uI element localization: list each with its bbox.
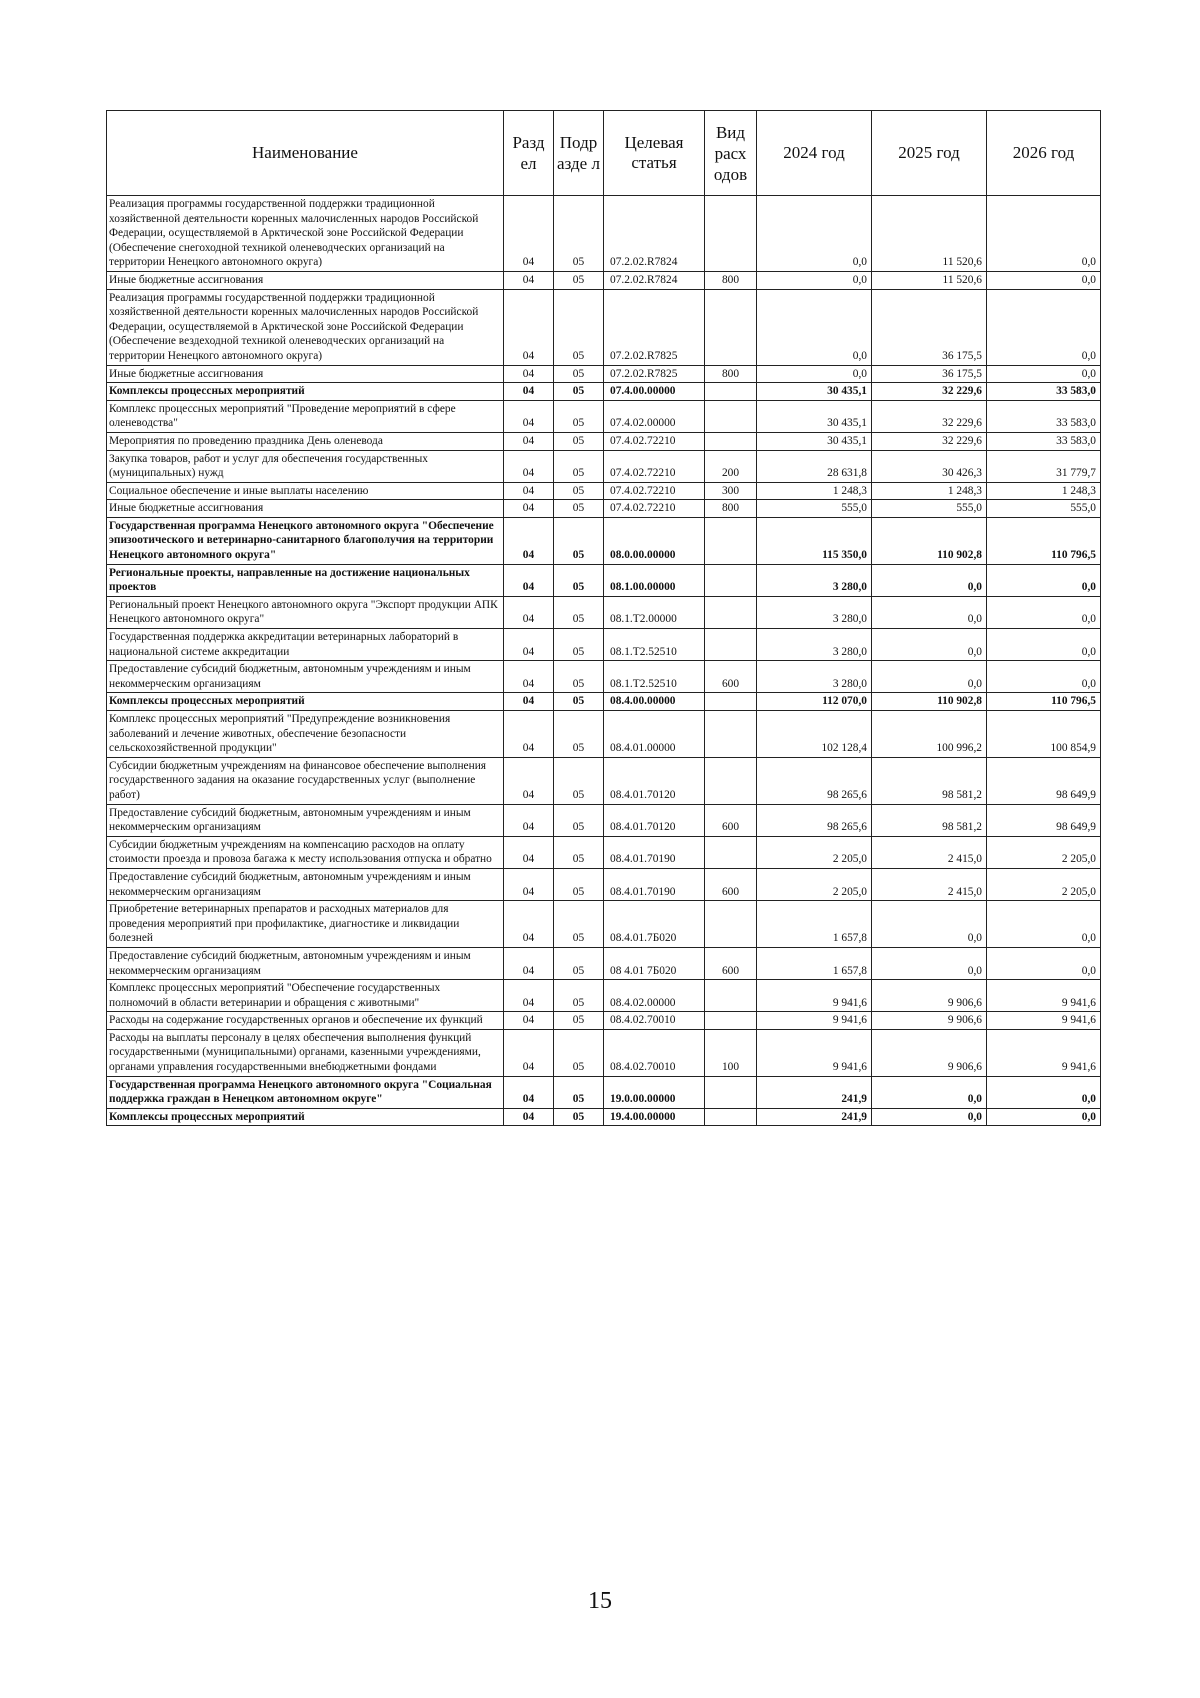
table-row (107, 661, 1101, 693)
row-section: 04 (504, 500, 554, 518)
row-section: 04 (504, 1076, 554, 1108)
row-value-2026: 0,0 (987, 196, 1101, 272)
row-target-article: 08.1.00.00000 (604, 564, 705, 596)
row-name: Субсидии бюджетным учреждениям на финансовое обеспечение выполнения государственного задания на оказание государственных услуг (выполнение работ) (107, 757, 504, 804)
row-name: Закупка товаров, работ и услуг для обеспечения государственных (муниципальных) нужд (107, 450, 504, 482)
row-expense-type (705, 432, 757, 450)
row-section: 04 (504, 1108, 554, 1126)
table-row (107, 289, 1101, 365)
row-target-article: 08.4.01.7Б020 (604, 901, 705, 948)
row-subsection: 05 (554, 196, 604, 272)
row-subsection: 05 (554, 868, 604, 900)
row-expense-type (705, 1012, 757, 1030)
row-value-2024: 2 205,0 (757, 868, 872, 900)
row-value-2025: 36 175,5 (872, 289, 987, 365)
row-value-2024: 0,0 (757, 271, 872, 289)
row-expense-type (705, 564, 757, 596)
row-value-2024: 102 128,4 (757, 711, 872, 758)
row-section: 04 (504, 804, 554, 836)
header-expense-type: Вид расх одов (705, 111, 757, 196)
row-expense-type (705, 1076, 757, 1108)
row-expense-type (705, 196, 757, 272)
row-target-article: 07.4.02.72210 (604, 450, 705, 482)
table-row (107, 196, 1101, 272)
page-number: 15 (588, 1588, 612, 1614)
row-name: Мероприятия по проведению праздника День оленевода (107, 432, 504, 450)
row-name: Расходы на выплаты персоналу в целях обеспечения выполнения функций государственными (муниципальными) органами, казенными учреждениями, органами управления государственными внебюджетными фондами (107, 1029, 504, 1076)
row-expense-type: 600 (705, 868, 757, 900)
row-section: 04 (504, 271, 554, 289)
row-name: Иные бюджетные ассигнования (107, 365, 504, 383)
row-value-2026: 9 941,6 (987, 980, 1101, 1012)
row-subsection: 05 (554, 383, 604, 401)
row-value-2025: 0,0 (872, 947, 987, 979)
row-subsection: 05 (554, 1012, 604, 1030)
row-target-article: 08.4.01.70190 (604, 836, 705, 868)
row-name: Комплексы процессных мероприятий (107, 383, 504, 401)
row-name: Комплекс процессных мероприятий "Предупреждение возникновения заболеваний и лечение животных, обеспечение безопасности сельскохозяйственной продукции" (107, 711, 504, 758)
row-value-2024: 1 657,8 (757, 901, 872, 948)
row-value-2025: 98 581,2 (872, 757, 987, 804)
row-expense-type: 800 (705, 365, 757, 383)
row-section: 04 (504, 1012, 554, 1030)
row-expense-type: 800 (705, 500, 757, 518)
row-target-article: 07.2.02.R7825 (604, 289, 705, 365)
row-value-2026: 0,0 (987, 1108, 1101, 1126)
table-row (107, 1108, 1101, 1126)
row-name: Государственная программа Ненецкого автономного округа "Обеспечение эпизоотического и ветеринарно-санитарного благополучия на территории Ненецкого автономного округа" (107, 517, 504, 564)
row-name: Комплекс процессных мероприятий "Проведение мероприятий в сфере оленеводства" (107, 400, 504, 432)
budget-table (106, 110, 1101, 1126)
row-target-article: 08.4.01.00000 (604, 711, 705, 758)
row-section: 04 (504, 693, 554, 711)
row-name: Предоставление субсидий бюджетным, автономным учреждениям и иным некоммерческим организациям (107, 661, 504, 693)
row-value-2024: 0,0 (757, 365, 872, 383)
row-value-2024: 28 631,8 (757, 450, 872, 482)
row-value-2026: 0,0 (987, 629, 1101, 661)
row-name: Реализация программы государственной поддержки традиционной хозяйственной деятельности коренных малочисленных народов Российской Федерации, осуществляемой в Арктической зоне Российской Федерации (Обеспечение снегоходной техникой оленеводческих организаций на территории Ненецкого автономного округа) (107, 196, 504, 272)
row-expense-type (705, 596, 757, 628)
row-value-2025: 2 415,0 (872, 836, 987, 868)
row-value-2026: 2 205,0 (987, 868, 1101, 900)
row-target-article: 08.4.02.00000 (604, 980, 705, 1012)
table-row (107, 629, 1101, 661)
row-expense-type (705, 711, 757, 758)
header-section: Разд ел (504, 111, 554, 196)
table-row (107, 517, 1101, 564)
row-value-2025: 100 996,2 (872, 711, 987, 758)
row-section: 04 (504, 400, 554, 432)
row-target-article: 08.4.02.70010 (604, 1012, 705, 1030)
row-section: 04 (504, 901, 554, 948)
row-target-article: 08.4.00.00000 (604, 693, 705, 711)
table-row (107, 947, 1101, 979)
row-value-2025: 1 248,3 (872, 482, 987, 500)
table-row (107, 400, 1101, 432)
row-value-2026: 100 854,9 (987, 711, 1101, 758)
row-value-2025: 32 229,6 (872, 432, 987, 450)
row-subsection: 05 (554, 365, 604, 383)
row-subsection: 05 (554, 836, 604, 868)
table-row (107, 1012, 1101, 1030)
row-expense-type: 100 (705, 1029, 757, 1076)
row-subsection: 05 (554, 804, 604, 836)
row-value-2025: 0,0 (872, 596, 987, 628)
row-value-2026: 31 779,7 (987, 450, 1101, 482)
header-target-article: Целевая статья (604, 111, 705, 196)
row-section: 04 (504, 868, 554, 900)
row-value-2026: 0,0 (987, 289, 1101, 365)
row-subsection: 05 (554, 693, 604, 711)
row-value-2026: 0,0 (987, 271, 1101, 289)
row-subsection: 05 (554, 1108, 604, 1126)
row-expense-type (705, 836, 757, 868)
row-value-2025: 0,0 (872, 661, 987, 693)
row-subsection: 05 (554, 289, 604, 365)
row-value-2026: 98 649,9 (987, 804, 1101, 836)
row-value-2024: 241,9 (757, 1076, 872, 1108)
row-subsection: 05 (554, 947, 604, 979)
row-section: 04 (504, 517, 554, 564)
row-value-2026: 0,0 (987, 947, 1101, 979)
row-value-2026: 33 583,0 (987, 400, 1101, 432)
table-row (107, 564, 1101, 596)
row-value-2024: 3 280,0 (757, 629, 872, 661)
row-expense-type: 800 (705, 271, 757, 289)
row-value-2025: 9 906,6 (872, 1029, 987, 1076)
row-target-article: 07.4.02.72210 (604, 432, 705, 450)
row-section: 04 (504, 383, 554, 401)
row-subsection: 05 (554, 400, 604, 432)
row-target-article: 19.0.00.00000 (604, 1076, 705, 1108)
row-value-2026: 9 941,6 (987, 1029, 1101, 1076)
row-expense-type (705, 383, 757, 401)
row-value-2026: 9 941,6 (987, 1012, 1101, 1030)
row-value-2025: 110 902,8 (872, 693, 987, 711)
row-subsection: 05 (554, 450, 604, 482)
row-value-2025: 30 426,3 (872, 450, 987, 482)
row-section: 04 (504, 450, 554, 482)
row-name: Предоставление субсидий бюджетным, автономным учреждениям и иным некоммерческим организациям (107, 947, 504, 979)
row-target-article: 07.2.02.R7825 (604, 365, 705, 383)
row-value-2024: 3 280,0 (757, 661, 872, 693)
row-value-2024: 112 070,0 (757, 693, 872, 711)
row-value-2024: 3 280,0 (757, 564, 872, 596)
row-name: Региональный проект Ненецкого автономного округа "Экспорт продукции АПК Ненецкого автономного округа" (107, 596, 504, 628)
table-row (107, 804, 1101, 836)
row-value-2024: 98 265,6 (757, 757, 872, 804)
table-header-row (107, 111, 1101, 196)
header-year-2024: 2024 год (757, 111, 872, 196)
row-target-article: 07.4.02.00000 (604, 400, 705, 432)
row-value-2026: 2 205,0 (987, 836, 1101, 868)
header-year-2025: 2025 год (872, 111, 987, 196)
table-row (107, 693, 1101, 711)
row-value-2024: 30 435,1 (757, 383, 872, 401)
row-section: 04 (504, 629, 554, 661)
row-value-2026: 555,0 (987, 500, 1101, 518)
row-value-2026: 98 649,9 (987, 757, 1101, 804)
row-expense-type (705, 693, 757, 711)
row-name: Иные бюджетные ассигнования (107, 271, 504, 289)
row-value-2025: 9 906,6 (872, 980, 987, 1012)
row-subsection: 05 (554, 432, 604, 450)
row-section: 04 (504, 947, 554, 979)
row-value-2025: 32 229,6 (872, 383, 987, 401)
row-target-article: 19.4.00.00000 (604, 1108, 705, 1126)
row-value-2026: 33 583,0 (987, 432, 1101, 450)
row-target-article: 08.4.01.70190 (604, 868, 705, 900)
row-target-article: 08.0.00.00000 (604, 517, 705, 564)
row-value-2026: 110 796,5 (987, 517, 1101, 564)
row-value-2025: 36 175,5 (872, 365, 987, 383)
row-target-article: 08.1.Т2.52510 (604, 661, 705, 693)
table-row (107, 836, 1101, 868)
row-name: Субсидии бюджетным учреждениям на компенсацию расходов на оплату стоимости проезда и провоза багажа к месту использования отпуска и обратно (107, 836, 504, 868)
row-value-2024: 30 435,1 (757, 400, 872, 432)
row-value-2024: 241,9 (757, 1108, 872, 1126)
table-row (107, 365, 1101, 383)
row-section: 04 (504, 432, 554, 450)
row-value-2025: 110 902,8 (872, 517, 987, 564)
row-value-2024: 115 350,0 (757, 517, 872, 564)
row-section: 04 (504, 365, 554, 383)
row-subsection: 05 (554, 482, 604, 500)
row-value-2026: 110 796,5 (987, 693, 1101, 711)
row-subsection: 05 (554, 1076, 604, 1108)
row-expense-type: 600 (705, 804, 757, 836)
row-subsection: 05 (554, 757, 604, 804)
row-target-article: 07.4.00.00000 (604, 383, 705, 401)
table-row (107, 868, 1101, 900)
row-expense-type (705, 289, 757, 365)
table-row (107, 271, 1101, 289)
row-value-2025: 11 520,6 (872, 196, 987, 272)
header-name: Наименование (107, 111, 504, 196)
row-subsection: 05 (554, 711, 604, 758)
row-value-2025: 0,0 (872, 564, 987, 596)
row-name: Реализация программы государственной поддержки традиционной хозяйственной деятельности коренных малочисленных народов Российской Федерации, осуществляемой в Арктической зоне Российской Федерации (Обеспечение вездеходной техникой оленеводческих организаций на территории Ненецкого автономного округа) (107, 289, 504, 365)
row-value-2024: 0,0 (757, 289, 872, 365)
row-value-2024: 3 280,0 (757, 596, 872, 628)
table-body (107, 196, 1101, 1126)
row-name: Комплексы процессных мероприятий (107, 693, 504, 711)
row-section: 04 (504, 196, 554, 272)
row-section: 04 (504, 980, 554, 1012)
row-name: Комплекс процессных мероприятий "Обеспечение государственных полномочий в области ветеринарии и обращения с животными" (107, 980, 504, 1012)
table-row (107, 500, 1101, 518)
row-name: Иные бюджетные ассигнования (107, 500, 504, 518)
row-section: 04 (504, 289, 554, 365)
row-section: 04 (504, 836, 554, 868)
row-name: Региональные проекты, направленные на достижение национальных проектов (107, 564, 504, 596)
row-value-2025: 11 520,6 (872, 271, 987, 289)
row-value-2024: 98 265,6 (757, 804, 872, 836)
row-subsection: 05 (554, 564, 604, 596)
row-target-article: 07.4.02.72210 (604, 500, 705, 518)
row-subsection: 05 (554, 596, 604, 628)
row-target-article: 08.4.02.70010 (604, 1029, 705, 1076)
row-target-article: 07.2.02.R7824 (604, 196, 705, 272)
table-row (107, 432, 1101, 450)
row-value-2024: 9 941,6 (757, 980, 872, 1012)
row-expense-type: 600 (705, 947, 757, 979)
row-section: 04 (504, 757, 554, 804)
header-year-2026: 2026 год (987, 111, 1101, 196)
row-section: 04 (504, 661, 554, 693)
row-expense-type (705, 901, 757, 948)
row-name: Предоставление субсидий бюджетным, автономным учреждениям и иным некоммерческим организациям (107, 868, 504, 900)
row-subsection: 05 (554, 980, 604, 1012)
row-target-article: 08.1.Т2.00000 (604, 596, 705, 628)
row-value-2026: 0,0 (987, 365, 1101, 383)
row-value-2026: 0,0 (987, 1076, 1101, 1108)
row-value-2025: 0,0 (872, 629, 987, 661)
row-expense-type (705, 400, 757, 432)
row-value-2024: 9 941,6 (757, 1012, 872, 1030)
row-section: 04 (504, 564, 554, 596)
row-section: 04 (504, 1029, 554, 1076)
row-value-2024: 9 941,6 (757, 1029, 872, 1076)
table-row (107, 1029, 1101, 1076)
row-target-article: 07.2.02.R7824 (604, 271, 705, 289)
row-target-article: 08.1.Т2.52510 (604, 629, 705, 661)
row-value-2025: 32 229,6 (872, 400, 987, 432)
row-subsection: 05 (554, 661, 604, 693)
row-target-article: 07.4.02.72210 (604, 482, 705, 500)
row-section: 04 (504, 711, 554, 758)
row-expense-type (705, 1108, 757, 1126)
row-value-2025: 2 415,0 (872, 868, 987, 900)
row-target-article: 08 4.01 7Б020 (604, 947, 705, 979)
row-value-2026: 0,0 (987, 661, 1101, 693)
row-target-article: 08.4.01.70120 (604, 757, 705, 804)
row-name: Комплексы процессных мероприятий (107, 1108, 504, 1126)
row-name: Государственная поддержка аккредитации ветеринарных лабораторий в национальной системе аккредитации (107, 629, 504, 661)
row-value-2025: 0,0 (872, 1108, 987, 1126)
row-subsection: 05 (554, 1029, 604, 1076)
row-expense-type: 200 (705, 450, 757, 482)
row-value-2026: 0,0 (987, 596, 1101, 628)
row-subsection: 05 (554, 500, 604, 518)
row-expense-type (705, 517, 757, 564)
row-expense-type (705, 629, 757, 661)
table-row (107, 596, 1101, 628)
row-value-2025: 0,0 (872, 901, 987, 948)
row-value-2025: 0,0 (872, 1076, 987, 1108)
row-section: 04 (504, 482, 554, 500)
row-subsection: 05 (554, 517, 604, 564)
row-target-article: 08.4.01.70120 (604, 804, 705, 836)
row-value-2024: 1 657,8 (757, 947, 872, 979)
row-value-2024: 555,0 (757, 500, 872, 518)
table-row (107, 450, 1101, 482)
row-expense-type (705, 757, 757, 804)
row-value-2025: 9 906,6 (872, 1012, 987, 1030)
row-section: 04 (504, 596, 554, 628)
row-value-2026: 0,0 (987, 564, 1101, 596)
row-expense-type: 300 (705, 482, 757, 500)
table-row (107, 980, 1101, 1012)
row-expense-type: 600 (705, 661, 757, 693)
row-name: Приобретение ветеринарных препаратов и расходных материалов для проведения мероприятий при профилактике, диагностике и ликвидации болезней (107, 901, 504, 948)
header-subsection: Подр азде л (554, 111, 604, 196)
row-subsection: 05 (554, 629, 604, 661)
row-subsection: 05 (554, 901, 604, 948)
table-row (107, 757, 1101, 804)
row-name: Социальное обеспечение и иные выплаты населению (107, 482, 504, 500)
row-value-2024: 30 435,1 (757, 432, 872, 450)
row-value-2024: 0,0 (757, 196, 872, 272)
row-value-2026: 1 248,3 (987, 482, 1101, 500)
row-name: Расходы на содержание государственных органов и обеспечение их функций (107, 1012, 504, 1030)
row-value-2024: 1 248,3 (757, 482, 872, 500)
table-row (107, 711, 1101, 758)
row-value-2024: 2 205,0 (757, 836, 872, 868)
row-name: Предоставление субсидий бюджетным, автономным учреждениям и иным некоммерческим организациям (107, 804, 504, 836)
row-value-2025: 98 581,2 (872, 804, 987, 836)
row-expense-type (705, 980, 757, 1012)
table-row (107, 1076, 1101, 1108)
row-value-2026: 0,0 (987, 901, 1101, 948)
table-row (107, 901, 1101, 948)
row-value-2026: 33 583,0 (987, 383, 1101, 401)
row-value-2025: 555,0 (872, 500, 987, 518)
row-name: Государственная программа Ненецкого автономного округа "Социальная поддержка граждан в Ненецком автономном округе" (107, 1076, 504, 1108)
row-subsection: 05 (554, 271, 604, 289)
table-row (107, 482, 1101, 500)
table-row (107, 383, 1101, 401)
